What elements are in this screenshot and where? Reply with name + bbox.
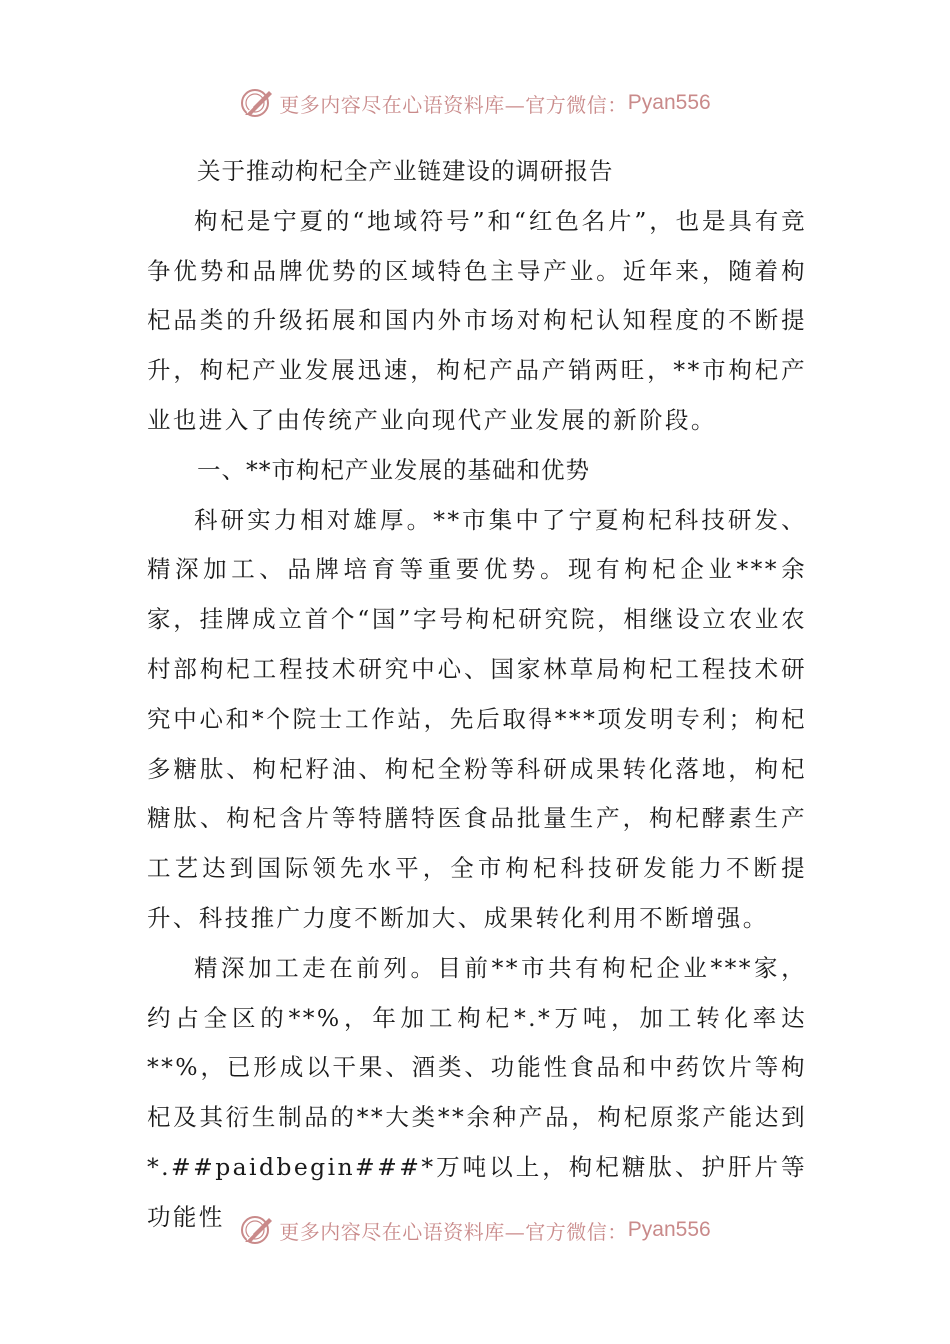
watermark-top bbox=[0, 85, 950, 121]
watermark-wechat-id: Pyan556 bbox=[627, 1218, 711, 1241]
paragraph-intro: 枸杞是宁夏的“地域符号”和“红色名片”，也是具有竞争优势和品牌优势的区域特色主导产业。近年来，随着枸杞品类的升级拓展和国内外市场对枸杞认知程度的不断提升，枸杞产业发展迅速，枸杞产品产销两旺，**市枸杞产业也进入了由传统产业向现代产业发展的新阶段。 bbox=[147, 206, 807, 434]
quill-pen-logo-icon bbox=[239, 1212, 275, 1248]
document-title: 关于推动枸杞全产业链建设的调研报告 bbox=[197, 157, 614, 185]
watermark-bottom bbox=[0, 1212, 950, 1248]
paragraph-research: 科研实力相对雄厚。**市集中了宁夏枸杞科技研发、精深加工、品牌培育等重要优势。现有枸杞企业***余家，挂牌成立首个“国”字号枸杞研究院，相继设立农业农村部枸杞工程技术研究中心、国家林草局枸杞工程技术研究中心和*个院士工作站，先后取得***项发明专利；枸杞多糖肽、枸杞籽油、枸杞全粉等科研成果转化落地，枸杞糖肽、枸杞含片等特膳特医食品批量生产，枸杞酵素生产工艺达到国际领先水平，全市枸杞科技研发能力不断提升、科技推广力度不断加大、成果转化利用不断增强。 bbox=[147, 505, 807, 932]
watermark-text: 更多内容尽在心语资料库—官方微信： bbox=[279, 92, 628, 117]
watermark-text: 更多内容尽在心语资料库—官方微信： bbox=[279, 1219, 628, 1244]
section-heading-1: 一、**市枸杞产业发展的基础和优势 bbox=[197, 455, 590, 484]
paragraph-processing: 精深加工走在前列。目前**市共有枸杞企业***家，约占全区的**%，年加工枸杞*.*万吨，加工转化率达**%，已形成以干果、酒类、功能性食品和中药饮片等枸杞及其衍生制品的**大类**余种产品，枸杞原浆产能达到*.##paidbegin###*万吨以上，枸杞糖肽、护肝片等功能性 bbox=[147, 953, 807, 1231]
quill-pen-logo-icon bbox=[239, 85, 275, 121]
watermark-wechat-id: Pyan556 bbox=[627, 91, 711, 114]
document-body bbox=[147, 147, 807, 1243]
